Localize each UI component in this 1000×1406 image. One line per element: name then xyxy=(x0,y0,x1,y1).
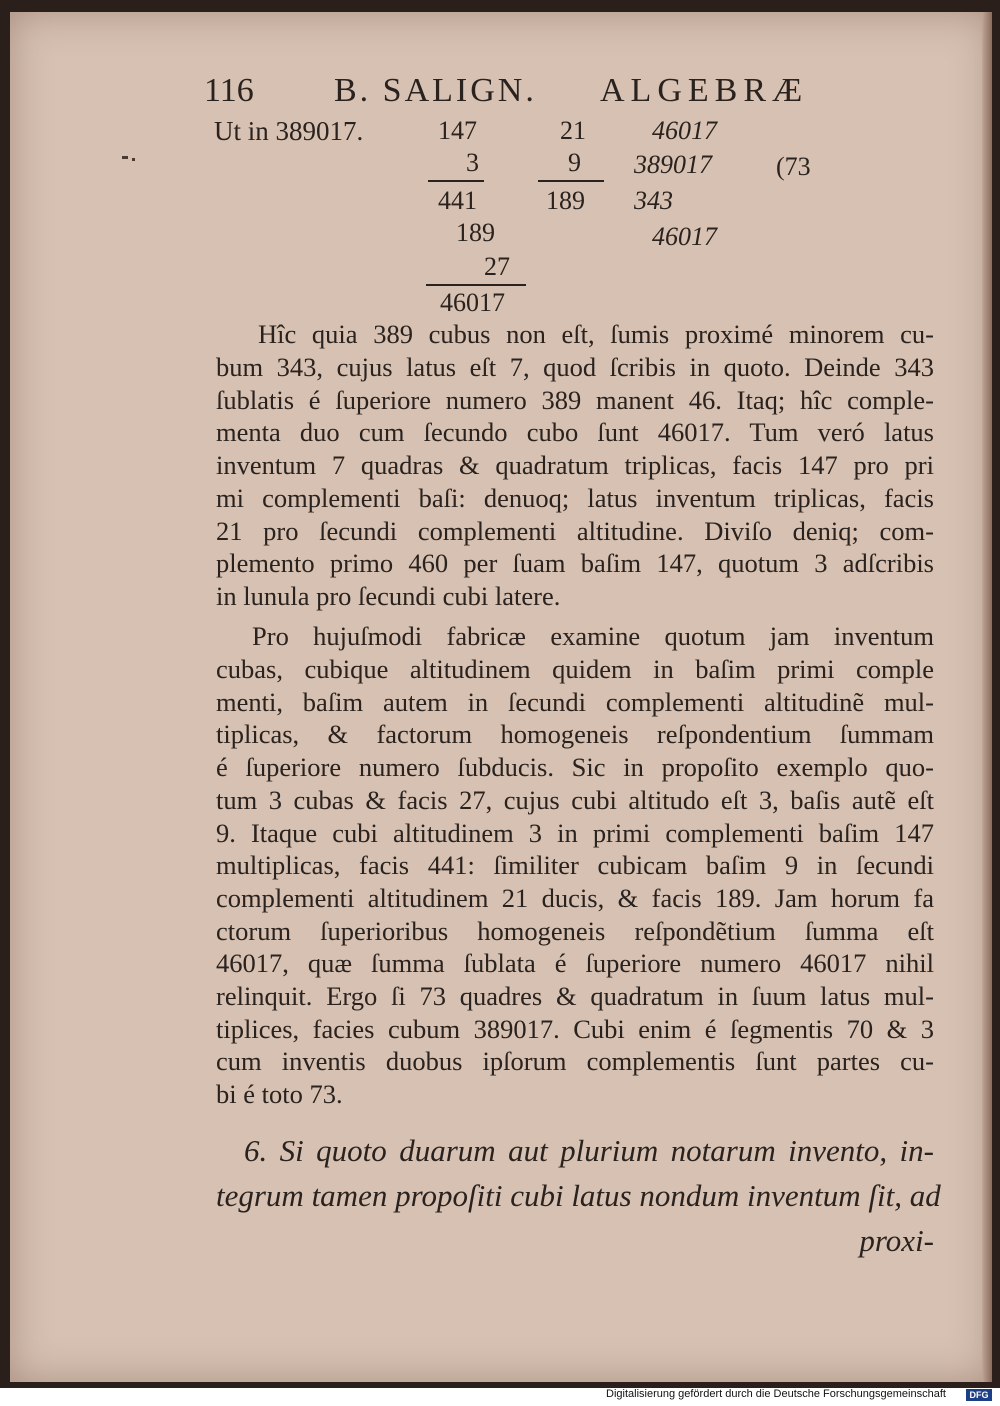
calculation-intro: Ut in 389017. xyxy=(214,116,364,146)
text-line: in lunula pro ſecundi cubi latere. xyxy=(216,580,561,611)
paragraph-examination-cont xyxy=(216,653,934,1111)
paragraph-explanation xyxy=(258,318,934,351)
text-line: menti, baſim autem in ſecundi complementi altitudinẽ mul- xyxy=(216,686,934,717)
text-line: relinquit. Ergo ſi 73 quadres & quadratum in ſuum latus mul- xyxy=(216,981,934,1012)
rule-line: 6. Si quoto duarum aut plurium notarum invento, in- xyxy=(244,1133,934,1168)
funding-credit: Digitalisierung gefördert durch die Deutsche Forschungsgemeinschaft xyxy=(606,1388,946,1400)
dfg-logo: DFG xyxy=(966,1389,992,1401)
calc-sum: 46017 xyxy=(440,288,505,317)
calc-value: 441 xyxy=(438,186,477,215)
calc-rule xyxy=(426,284,526,286)
text-line: é ſuperiore numero ſubducis. Sic in propoſito exemplo quo- xyxy=(216,752,934,783)
text-line: Hîc quia 389 cubus non eſt, ſumis proximé minorem cu- xyxy=(258,319,934,349)
catchword: proxi- xyxy=(859,1223,934,1258)
calc-value: 46017 xyxy=(652,116,717,145)
calc-value: 9 xyxy=(568,148,581,177)
text-line: cubas, cubique altitudinem quidem in baſim primi comple xyxy=(216,654,934,684)
text-line: mi complementi baſi: denuoq; latus inventum triplicas, facis xyxy=(216,482,934,513)
calc-value: 147 xyxy=(438,116,477,145)
text-line: ctorum ſuperioribus homogeneis reſpondẽtium ſumma eſt xyxy=(216,915,934,946)
paragraph-explanation-cont xyxy=(216,351,934,613)
text-line: tiplicas, & factorum homogeneis reſpondentium ſummam xyxy=(216,719,934,750)
text-line: 46017, quæ ſumma ſublata é ſuperiore numero 46017 nihil xyxy=(216,948,934,979)
calc-value: 3 xyxy=(466,148,479,177)
calc-value: 27 xyxy=(484,252,510,281)
running-header-author: B. SALIGN. xyxy=(334,72,537,109)
text-line: bum 343, cujus latus eſt 7, quod ſcribis in quoto. Deinde 343 xyxy=(216,352,934,382)
text-line: cum inventis duobus ipſorum complementis ſunt partes cu- xyxy=(216,1046,934,1077)
ink-mark xyxy=(132,158,135,161)
text-line: plemento primo 460 per ſuam baſim 147, quotum 3 adſcribis xyxy=(216,548,934,579)
page-edge xyxy=(982,12,992,1382)
rule-six xyxy=(244,1128,934,1173)
calc-root: (73 xyxy=(776,152,811,181)
text-line: 21 pro ſecundi complementi altitudine. Diviſo deniq; com- xyxy=(216,515,934,546)
ink-mark xyxy=(122,156,128,159)
text-line: ſublatis é ſuperiore numero 389 manent 46. Itaq; hîc comple- xyxy=(216,384,934,415)
running-header-title: ALGEBRÆ xyxy=(600,72,809,109)
calc-value: 21 xyxy=(560,116,586,145)
paragraph-examination xyxy=(252,620,934,653)
text-line: multiplicas, facis 441: ſimiliter cubicam baſim 9 in ſecundi xyxy=(216,850,934,881)
text-line: tiplices, facies cubum 389017. Cubi enim é ſegmentis 70 & 3 xyxy=(216,1013,934,1044)
calc-value: 189 xyxy=(456,218,495,247)
calc-value: 46017 xyxy=(652,222,717,251)
calc-value: 389017 xyxy=(634,150,712,179)
calc-rule xyxy=(538,180,604,182)
rule-line: tegrum tamen propoſiti cubi latus nondum inventum ſit, ad xyxy=(216,1178,941,1213)
calc-rule xyxy=(428,180,484,182)
calc-value: 343 xyxy=(634,186,673,215)
text-line: inventum 7 quadras & quadratum triplicas, facis 147 pro pri xyxy=(216,450,934,481)
text-line: bi é toto 73. xyxy=(216,1079,343,1110)
text-line: tum 3 cubas & facis 27, cujus cubi altitudo eſt 3, baſis autẽ eſt xyxy=(216,784,934,815)
text-line: 9. Itaque cubi altitudinem 3 in primi complementi baſim 147 xyxy=(216,817,934,848)
page-number: 116 xyxy=(204,72,254,109)
text-line: complementi altitudinem 21 ducis, & facis 189. Jam horum fa xyxy=(216,882,934,913)
rule-six-cont xyxy=(216,1173,941,1263)
text-line: menta duo cum ſecundo cubo ſunt 46017. Tum veró latus xyxy=(216,417,934,448)
text-line: Pro hujuſmodi fabricæ examine quotum jam inventum xyxy=(252,621,934,651)
calc-value: 189 xyxy=(546,186,585,215)
